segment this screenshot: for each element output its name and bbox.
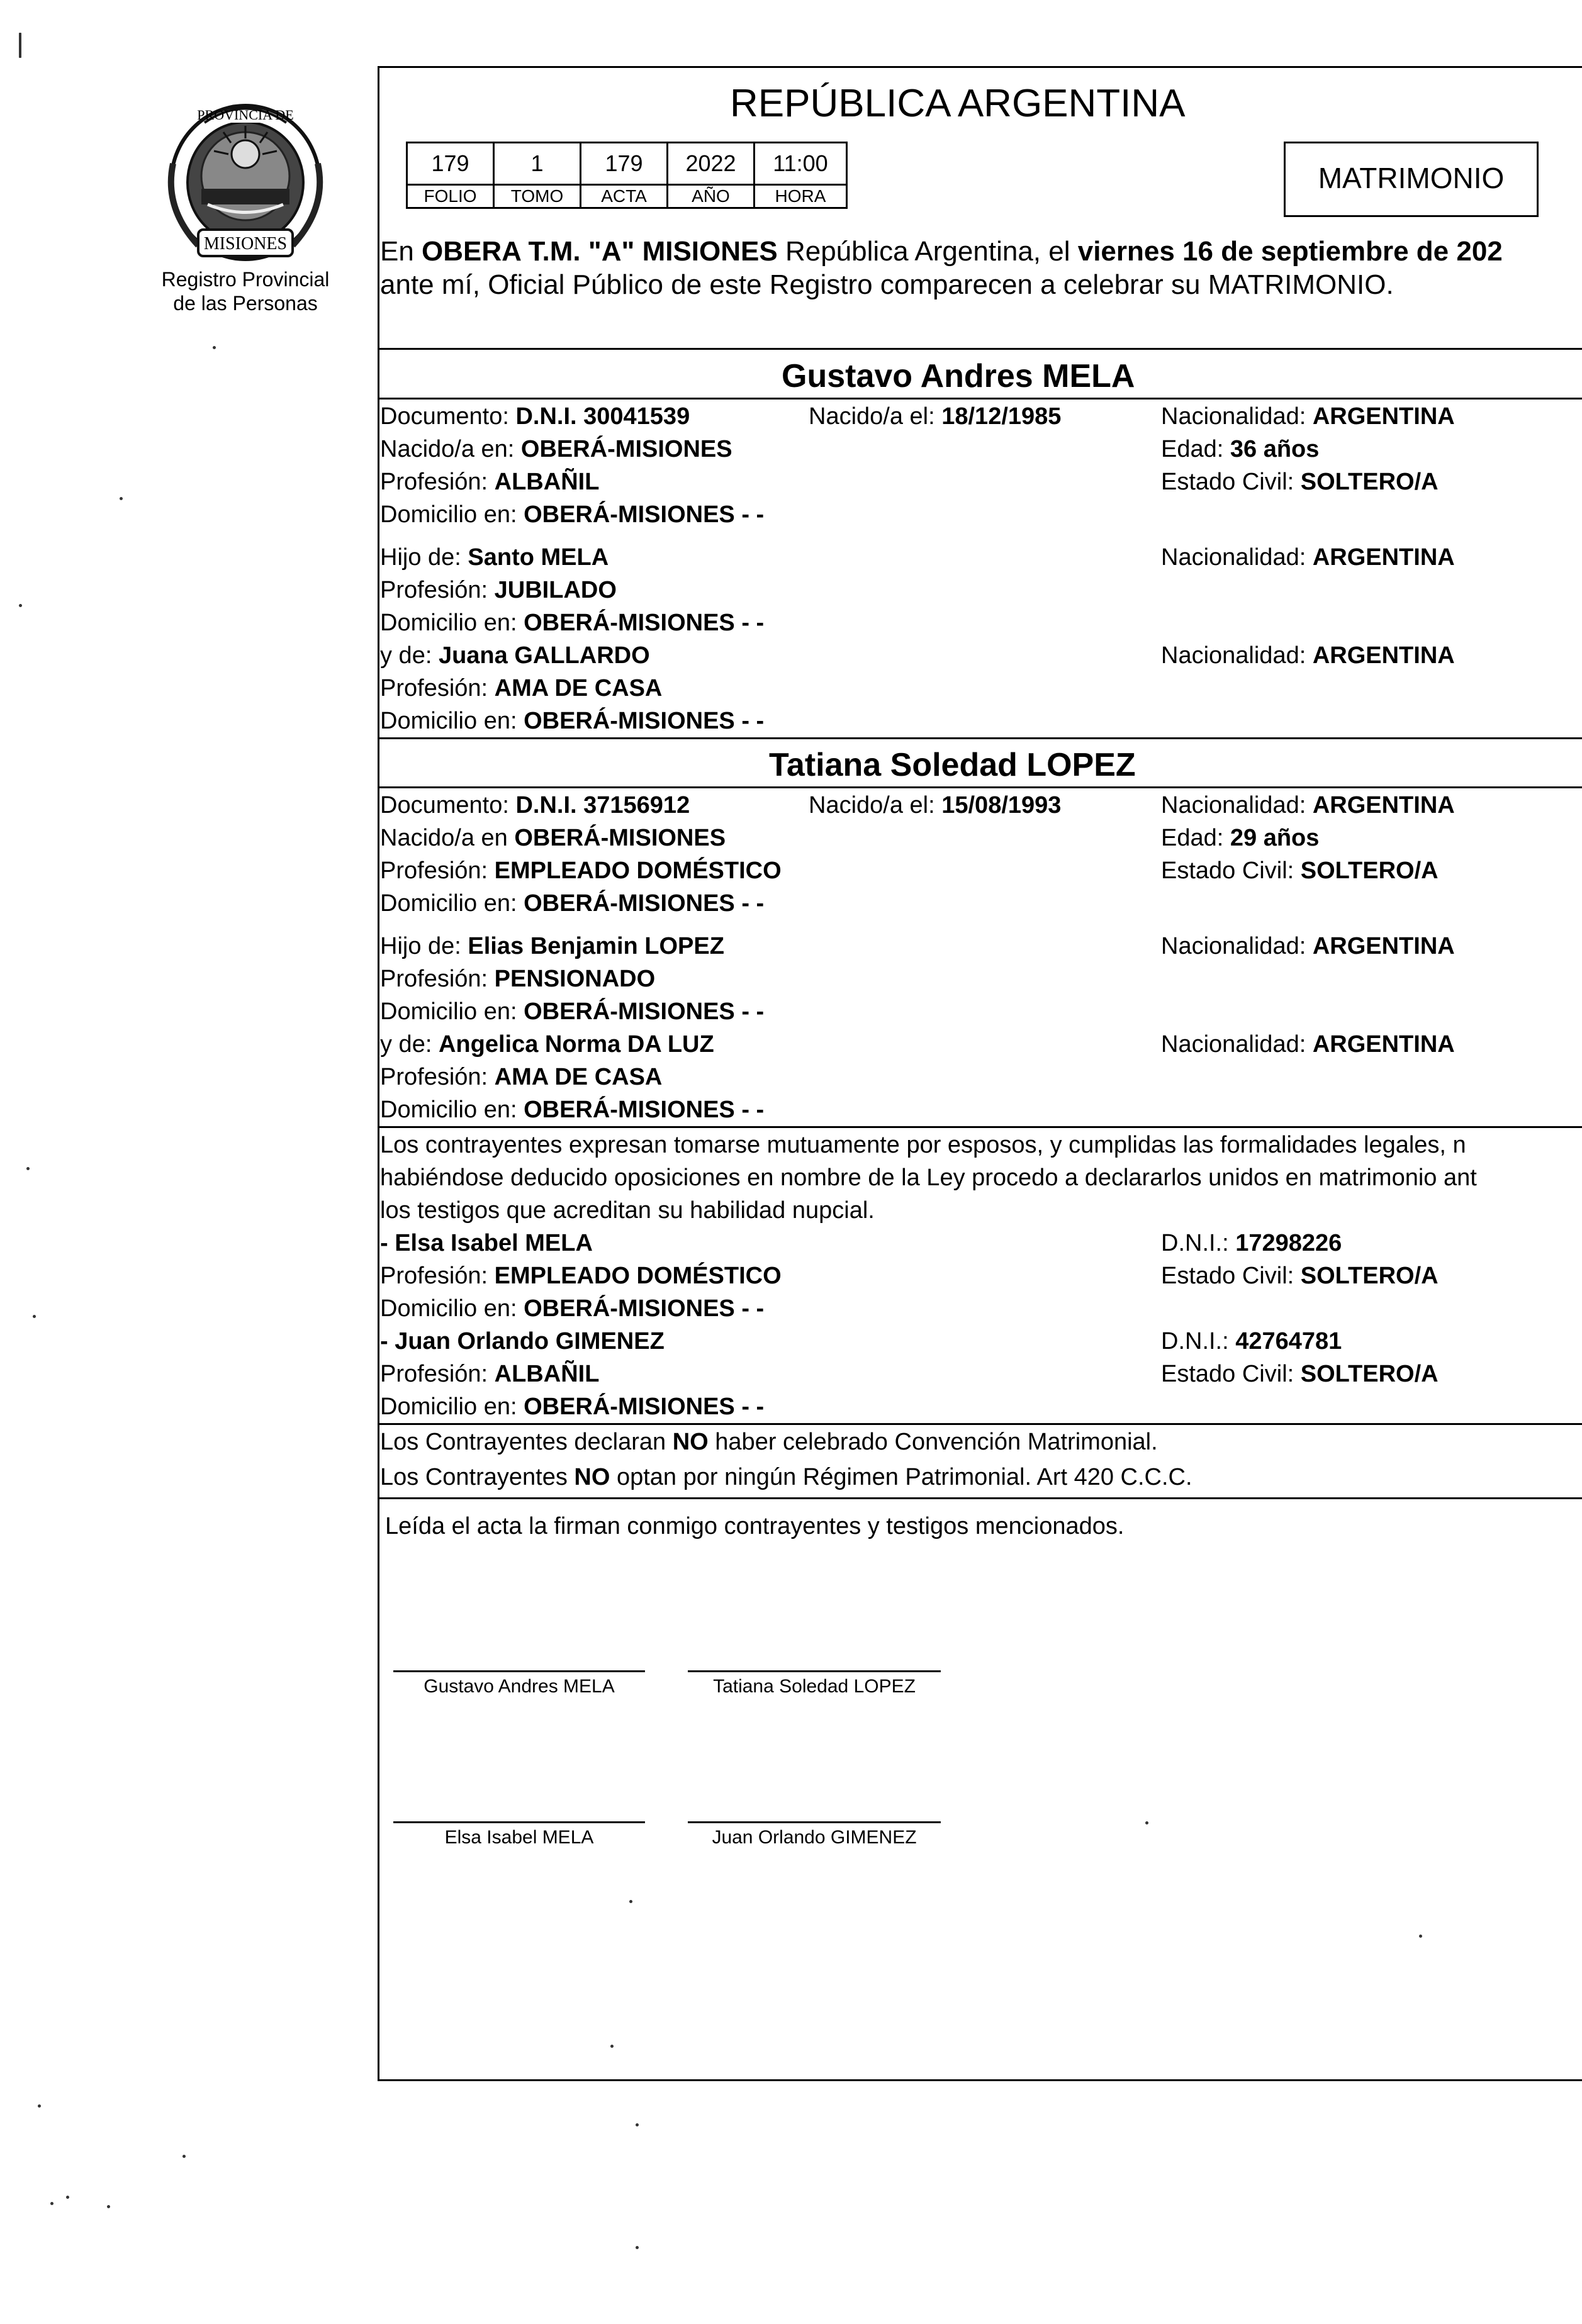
divider-spouse1-header [378,398,1582,399]
spouse1-mother-nat: ARGENTINA [1312,642,1455,669]
intro-date: viernes 16 de septiembre de 202 [1077,236,1503,267]
mother-label: y de: [380,1031,439,1058]
spouse2-prof: EMPLEADO DOMÉSTICO [494,858,782,884]
spouse2-father-domicile [380,995,764,1028]
witness2-dni [1161,1325,1342,1358]
convention-text-2c: optan por ningún Régimen Patrimonial. Art 420 C.C.C. [610,1464,1192,1490]
doc-label: Documento: [380,403,516,430]
spouse2-civil-status [1161,854,1439,887]
dom-label: Domicilio en: [380,1295,524,1322]
spouse1-dom: OBERÁ-MISIONES - - [524,501,765,528]
registry-line2: de las Personas [173,292,318,315]
tomo-label-cell [493,184,581,209]
acta-label-cell [580,184,668,209]
witness1-prof: EMPLEADO DOMÉSTICO [494,1263,782,1289]
spouse1-age-value: 36 años [1230,436,1320,462]
convention-no-1: NO [672,1429,709,1455]
spouse1-civil: SOLTERO/A [1300,469,1439,495]
anio-value: 2022 [685,150,736,176]
spouse1-father-nationality [1161,541,1455,574]
dni-label: D.N.I.: [1161,1328,1236,1355]
dom-label: Domicilio en: [380,1097,524,1123]
prof-label: Profesión: [380,675,495,701]
scan-speck [182,2155,186,2158]
spouse2-age [1161,822,1319,854]
witness1-dom: OBERÁ-MISIONES - - [524,1295,765,1322]
civil-label: Estado Civil: [1161,858,1301,884]
convention-line-1 [380,1426,1158,1458]
spouse1-mother-nationality [1161,639,1455,672]
scan-speck [629,1900,632,1903]
nat-label: Nacionalidad: [1161,642,1313,669]
witness1-dni-value: 17298226 [1235,1230,1342,1256]
spouse1-mother-name: Juana GALLARDO [438,642,650,669]
scan-speck [107,2205,110,2208]
scan-speck [636,2246,639,2249]
act-type-box [1284,142,1539,217]
folio-label: FOLIO [424,186,477,206]
spouse2-mother-prof: AMA DE CASA [494,1064,663,1090]
convention-text-1c: haber celebrado Convención Matrimonial. [708,1429,1158,1455]
spouse1-father-profession [380,574,617,606]
spouse1-father [380,541,609,574]
witness2-name: - Juan Orlando GIMENEZ [380,1328,665,1355]
acta-label: ACTA [601,186,647,206]
spouse1-birthplace [380,433,732,466]
witness1-domicile [380,1292,764,1325]
witness2-dom: OBERÁ-MISIONES - - [524,1394,765,1420]
dni-label: D.N.I.: [1161,1230,1236,1256]
spouse1-nationality [1161,400,1455,433]
age-label: Edad: [1161,436,1230,462]
witness2-domicile [380,1390,764,1423]
convention-text-1a: Los Contrayentes declaran [380,1429,673,1455]
provincial-seal [160,94,330,264]
hora-label-cell [753,184,848,209]
dom-label: Domicilio en: [380,1394,524,1420]
dom-label: Domicilio en: [380,998,524,1025]
seal-text-top: PROVINCIA DE [197,107,294,123]
spouse2-name: Tatiana Soledad LOPEZ [769,747,1136,783]
nat-label: Nacionalidad: [1161,544,1313,571]
spouse2-age-value: 29 años [1230,825,1320,851]
declaration-line-3: los testigos que acreditan su habilidad nupcial. [380,1197,875,1224]
spouse1-name: Gustavo Andres MELA [782,358,1135,394]
intro-text-2: República Argentina, el [777,236,1078,267]
dom-label: Domicilio en: [380,501,524,528]
declaration-line-1: Los contrayentes expresan tomarse mutuamente por esposos, y cumplidas las formalidades legales, n [380,1132,1466,1158]
witness1-name: - Elsa Isabel MELA [380,1230,593,1256]
anio-label-cell [666,184,755,209]
spouse2-mother-name: Angelica Norma DA LUZ [438,1031,714,1058]
witness1-civil: SOLTERO/A [1300,1263,1439,1289]
prof-label: Profesión: [380,1361,495,1387]
scan-speck [33,1315,36,1318]
spouse1-civil-status [1161,466,1439,498]
convention-line-2 [380,1461,1192,1494]
hora-value: 11:00 [773,150,828,176]
anio-value-cell [666,142,755,186]
convention-no-2: NO [574,1464,610,1490]
signature-name-3: Elsa Isabel MELA [444,1827,594,1848]
divider-convention [378,1423,1582,1425]
age-label: Edad: [1161,825,1230,851]
intro-text-1: En [380,236,422,267]
scan-speck [19,604,22,607]
anio-label: AÑO [692,186,730,206]
spouse2-mother-profession [380,1061,662,1093]
mother-label: y de: [380,642,439,669]
spouse1-born-on: 18/12/1985 [941,403,1062,430]
divider-closing [378,1497,1582,1499]
spouse2-mother-dom: OBERÁ-MISIONES - - [524,1097,765,1123]
prof-label: Profesión: [380,1064,495,1090]
divider-spouse1-top [378,348,1582,350]
scan-speck [1419,1935,1422,1938]
spouse2-birthplace [380,822,726,854]
intro-line-1 [380,234,1503,269]
closing-statement: Leída el acta la firman conmigo contrayentes y testigos mencionados. [385,1513,1125,1539]
convention-text-2a: Los Contrayentes [380,1464,575,1490]
spouse1-domicile [380,498,764,531]
spouse2-father-prof: PENSIONADO [494,966,656,992]
spouse1-mother-domicile [380,705,764,737]
acta-value: 179 [605,150,643,176]
spouse2-mother-nat: ARGENTINA [1312,1031,1455,1058]
spouse2-father-profession [380,963,655,995]
civil-label: Estado Civil: [1161,1361,1301,1387]
spouse2-dom: OBERÁ-MISIONES - - [524,890,765,917]
spouse2-domicile [380,887,764,920]
witness1-civil-status [1161,1260,1439,1292]
witness2-civil: SOLTERO/A [1300,1361,1439,1387]
spouse1-born-in: OBERÁ-MISIONES [520,436,732,462]
folio-value: 179 [431,150,469,176]
spouse2-nationality [1161,789,1455,822]
prof-label: Profesión: [380,858,495,884]
spouse1-dni: D.N.I. 30041539 [515,403,690,430]
frame-bottom-border [378,2079,1582,2081]
witness1-dni [1161,1227,1342,1260]
registry-name [132,267,359,315]
spouse2-dni: D.N.I. 37156912 [515,792,690,818]
spouse1-father-dom: OBERÁ-MISIONES - - [524,610,765,636]
spouse1-father-domicile [380,606,764,639]
intro-line-2: ante mí, Oficial Público de este Registro comparecen a celebrar su MATRIMONIO. [380,269,1394,300]
nat-label: Nacionalidad: [1161,792,1313,818]
act-type-label: MATRIMONIO [1318,162,1505,194]
divider-spouse2-header [378,786,1582,788]
witness2-prof: ALBAÑIL [494,1361,600,1387]
spouse2-document [380,789,690,822]
scan-speck [1145,1821,1148,1824]
signature-line-4 [688,1821,941,1823]
divider-spouse2-top [378,737,1582,739]
witness2-dni-value: 42764781 [1235,1328,1342,1355]
nat-label: Nacionalidad: [1161,403,1313,430]
tomo-value: 1 [530,150,544,176]
prof-label: Profesión: [380,966,495,992]
nat-label: Nacionalidad: [1161,933,1313,959]
father-label: Hijo de: [380,933,468,959]
signature-line-1 [393,1670,645,1672]
born-on-label: Nacido/a el: [809,403,942,430]
intro-place: OBERA T.M. "A" MISIONES [422,236,778,267]
spouse2-profession [380,854,782,887]
seal-icon [160,94,330,264]
signature-name-2: Tatiana Soledad LOPEZ [713,1676,916,1697]
civil-label: Estado Civil: [1161,469,1301,495]
spouse1-mother-prof: AMA DE CASA [494,675,663,701]
scan-speck [19,33,21,58]
spouse2-born-on: 15/08/1993 [941,792,1062,818]
born-in-label: Nacido/a en: [380,436,521,462]
signature-name-4: Juan Orlando GIMENEZ [712,1827,917,1848]
dom-label: Domicilio en: [380,610,524,636]
spouse2-civil: SOLTERO/A [1300,858,1439,884]
spouse2-nat: ARGENTINA [1312,792,1455,818]
dom-label: Domicilio en: [380,708,524,734]
witness2-civil-status [1161,1358,1439,1390]
spouse1-father-name: Santo MELA [468,544,609,571]
witness2-profession [380,1358,599,1390]
hora-label: HORA [775,186,826,206]
prof-label: Profesión: [380,577,495,603]
spouse2-mother [380,1028,714,1061]
spouse1-father-nat: ARGENTINA [1312,544,1455,571]
born-in-label: Nacido/a en [380,825,515,851]
spouse2-birthdate [809,789,1061,822]
signature-line-3 [393,1821,645,1823]
spouse2-mother-nationality [1161,1028,1455,1061]
signature-line-2 [688,1670,941,1672]
spouse1-mother [380,639,650,672]
folio-label-cell [406,184,495,209]
frame-left-border [378,66,379,2079]
scan-speck [213,346,216,349]
frame-top-border [378,66,1582,68]
spouse1-profession [380,466,599,498]
hora-value-cell [753,142,848,186]
tomo-label: TOMO [510,186,564,206]
divider-declaration [378,1126,1582,1128]
spouse1-age [1161,433,1319,466]
spouse2-mother-domicile [380,1093,764,1126]
spouse1-mother-profession [380,672,662,705]
tomo-value-cell [493,142,581,186]
acta-value-cell [580,142,668,186]
spouse2-father [380,930,724,963]
spouse1-document [380,400,690,433]
scan-speck [50,2202,53,2205]
spouse2-born-in: OBERÁ-MISIONES [514,825,726,851]
father-label: Hijo de: [380,544,468,571]
spouse2-father-nat: ARGENTINA [1312,933,1455,959]
signature-name-1: Gustavo Andres MELA [424,1676,615,1697]
scan-speck [38,2104,41,2108]
civil-label: Estado Civil: [1161,1263,1301,1289]
scan-speck [26,1167,30,1170]
spouse1-mother-dom: OBERÁ-MISIONES - - [524,708,765,734]
spouse2-father-name: Elias Benjamin LOPEZ [468,933,724,959]
declaration-line-2: habiéndose deducido oposiciones en nombre de la Ley procedo a declararlos unidos en matrimonio ant [380,1165,1477,1191]
folio-value-cell [406,142,495,186]
scan-speck [636,2123,639,2126]
spouse1-birthdate [809,400,1061,433]
spouse2-father-nationality [1161,930,1455,963]
scan-speck [610,2045,614,2048]
prof-label: Profesión: [380,1263,495,1289]
spouse1-prof: ALBAÑIL [494,469,600,495]
doc-label: Documento: [380,792,516,818]
witness1-profession [380,1260,782,1292]
scan-speck [66,2196,69,2199]
spouse1-nat: ARGENTINA [1312,403,1455,430]
page-title: REPÚBLICA ARGENTINA [730,82,1186,125]
registry-line1: Registro Provincial [161,268,330,291]
scan-speck [120,497,123,500]
spouse2-father-dom: OBERÁ-MISIONES - - [524,998,765,1025]
seal-text-bottom: MISIONES [203,234,288,254]
spouse1-father-prof: JUBILADO [494,577,617,603]
prof-label: Profesión: [380,469,495,495]
born-on-label: Nacido/a el: [809,792,942,818]
dom-label: Domicilio en: [380,890,524,917]
nat-label: Nacionalidad: [1161,1031,1313,1058]
